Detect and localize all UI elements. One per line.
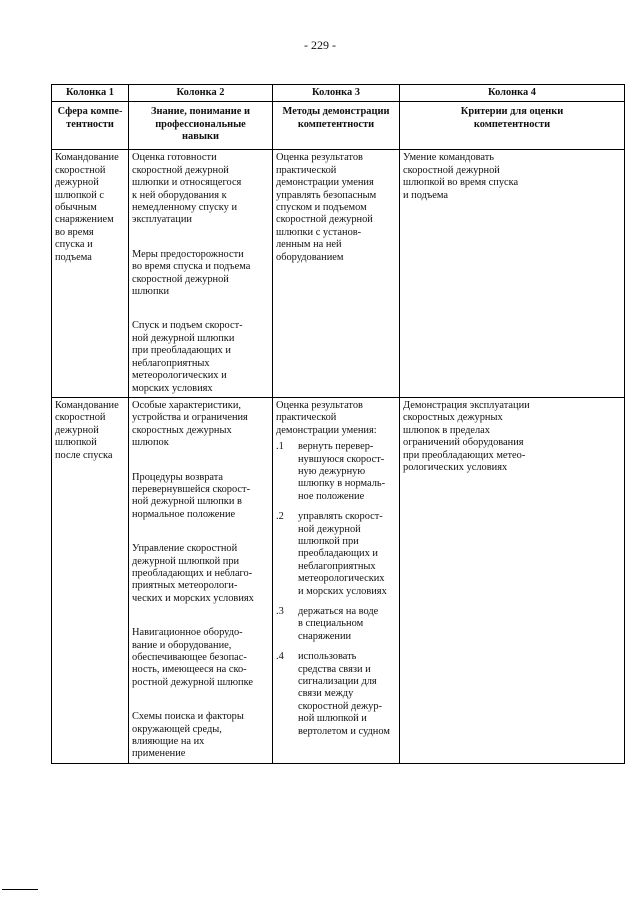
row-2-criteria: Демонстрация эксплуатации скоростных дежурных шлюпок в пределах ограничений оборудования при преобладающих метео- рологических условиях xyxy=(400,397,625,763)
header-knowledge: Знание, понимание и профессиональные навыки xyxy=(129,102,273,150)
table-row xyxy=(52,397,625,763)
row-2-methods xyxy=(273,397,400,763)
methods-intro: Оценка результатов практической демонстрации умения: xyxy=(276,399,377,436)
column-name-2: Колонка 2 xyxy=(129,85,273,102)
methods-subitem xyxy=(276,441,396,503)
row-2-competence: Командование скоростной дежурной шлюпкой после спуска xyxy=(52,397,129,763)
subitem-number: .1 xyxy=(276,441,284,453)
competence-table xyxy=(51,84,625,764)
subitem-text: управлять скорост- ной дежурной шлюпкой при преобладающих и неблагоприятных метеорологических и морских условиях xyxy=(298,511,387,597)
footnote-rule xyxy=(2,889,38,890)
column-name-4: Колонка 4 xyxy=(400,85,625,102)
knowledge-item: Меры предосторожности во время спуска и подъема скоростной дежурной шлюпки xyxy=(132,248,251,298)
table-row xyxy=(52,150,625,398)
subitem-text: использовать средства связи и сигнализации для связи между скоростной дежур- ной шлюпкой и вертолетом и судном xyxy=(298,651,390,737)
subitem-text: вернуть перевер- нувшуюся скорост- ную дежурную шлюпку в нормаль- ное положение xyxy=(298,441,386,502)
methods-subitem xyxy=(276,606,396,643)
row-2-knowledge xyxy=(129,397,273,763)
subitem-text: держаться на воде в специальном снаряжении xyxy=(298,606,379,642)
header-competence-area: Сфера компе- тентности xyxy=(52,102,129,150)
knowledge-item: Процедуры возврата перевернувшейся скорост- ной дежурной шлюпки в нормальное положение xyxy=(132,471,251,520)
row-1-methods: Оценка результатов практической демонстрации умения управлять безопасным спуском и подъемом скоростной дежурной шлюпки с установ- ленным на ней оборудованием xyxy=(273,150,400,398)
column-name-3: Колонка 3 xyxy=(273,85,400,102)
knowledge-item: Навигационное оборудо- вание и оборудование, обеспечивающее безопас- ность, имеющееся на ско- ростной дежурной шлюпке xyxy=(132,627,254,688)
subitem-number: .3 xyxy=(276,606,284,617)
row-1-competence: Командование скоростной дежурной шлюпкой с обычным снаряжением во время спуска и подъема xyxy=(52,150,129,398)
methods-subitem xyxy=(276,651,396,738)
knowledge-item: Управление скоростной дежурной шлюпкой при преобладающих и неблаго- приятных метеорологи- ческих и морских условиях xyxy=(132,543,254,604)
page-number: - 229 - xyxy=(304,38,336,52)
row-1-criteria: Умение командовать скоростной дежурной шлюпкой во время спуска и подъема xyxy=(400,150,625,398)
knowledge-item: Особые характеристики, устройства и ограничения скоростных дежурных шлюпок xyxy=(132,399,248,449)
knowledge-item: Схемы поиска и факторы окружающей среды, влияющие на их применение xyxy=(132,711,244,760)
knowledge-item: Спуск и подъем скорост- ной дежурной шлюпки при преобладающих и неблагоприятных метеорологических и морских условиях xyxy=(132,320,243,394)
column-name-1: Колонка 1 xyxy=(52,85,129,102)
header-methods: Методы демонстрации компетентности xyxy=(273,102,400,150)
knowledge-item: Оценка готовности скоростной дежурной шлюпки и относящегося к ней оборудования к немедленному спуску и эксплуатации xyxy=(132,152,242,226)
row-1-knowledge xyxy=(129,150,273,398)
header-criteria: Критерии для оценки компетентности xyxy=(400,102,625,150)
methods-subitem xyxy=(276,511,396,598)
column-names-row xyxy=(52,85,625,102)
header-row xyxy=(52,102,625,150)
subitem-number: .4 xyxy=(276,651,284,663)
subitem-number: .2 xyxy=(276,511,284,523)
